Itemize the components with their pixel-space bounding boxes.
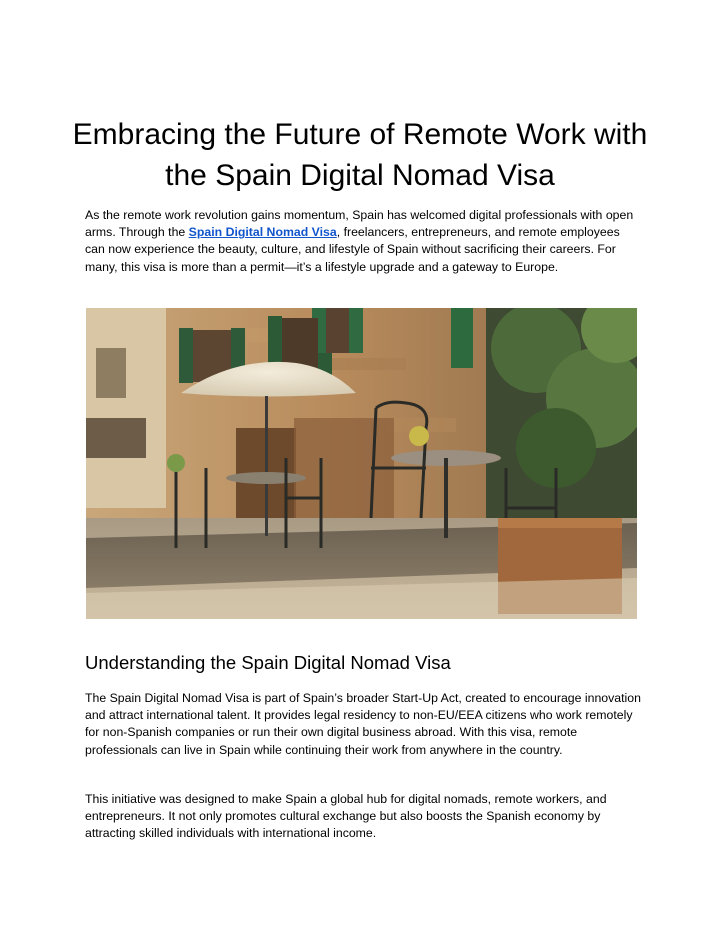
spain-digital-nomad-visa-link[interactable]: Spain Digital Nomad Visa: [188, 225, 337, 240]
cafe-terrace-photo: [86, 308, 637, 619]
section-paragraph-1: The Spain Digital Nomad Visa is part of Spain’s broader Start-Up Act, created to encourage innovation and attract international talent. It provides legal residency to non-EU/EEA citizens who work remotely for non-Spanish companies or run their own digital business abroad. With this visa, remote professionals can live in Spain while continuing their work from anywhere in the country.: [85, 691, 641, 757]
page-title: Embracing the Future of Remote Work with the Spain Digital Nomad Visa: [72, 118, 648, 192]
intro-text-end: , freelancers, entrepreneurs, and remote employees can now experience the beauty, culture, and lifestyle of Spain without sacrificing their careers. For many, this visa is more than a permit—it’s a lifestyle upgrade and a gateway to Europe.: [85, 225, 620, 274]
intro-text-start: As the remote work revolution gains momentum, Spain has welcomed digital professionals with open arms. Through the: [85, 208, 634, 240]
section-heading: Understanding the Spain Digital Nomad Visa: [85, 652, 451, 673]
intro-paragraph: [85, 207, 641, 276]
section-paragraph-2: This initiative was designed to make Spain a global hub for digital nomads, remote workers, and entrepreneurs. It not only promotes cultural exchange but also boosts the Spanish economy by attracting skilled individuals with international income.: [85, 792, 607, 841]
